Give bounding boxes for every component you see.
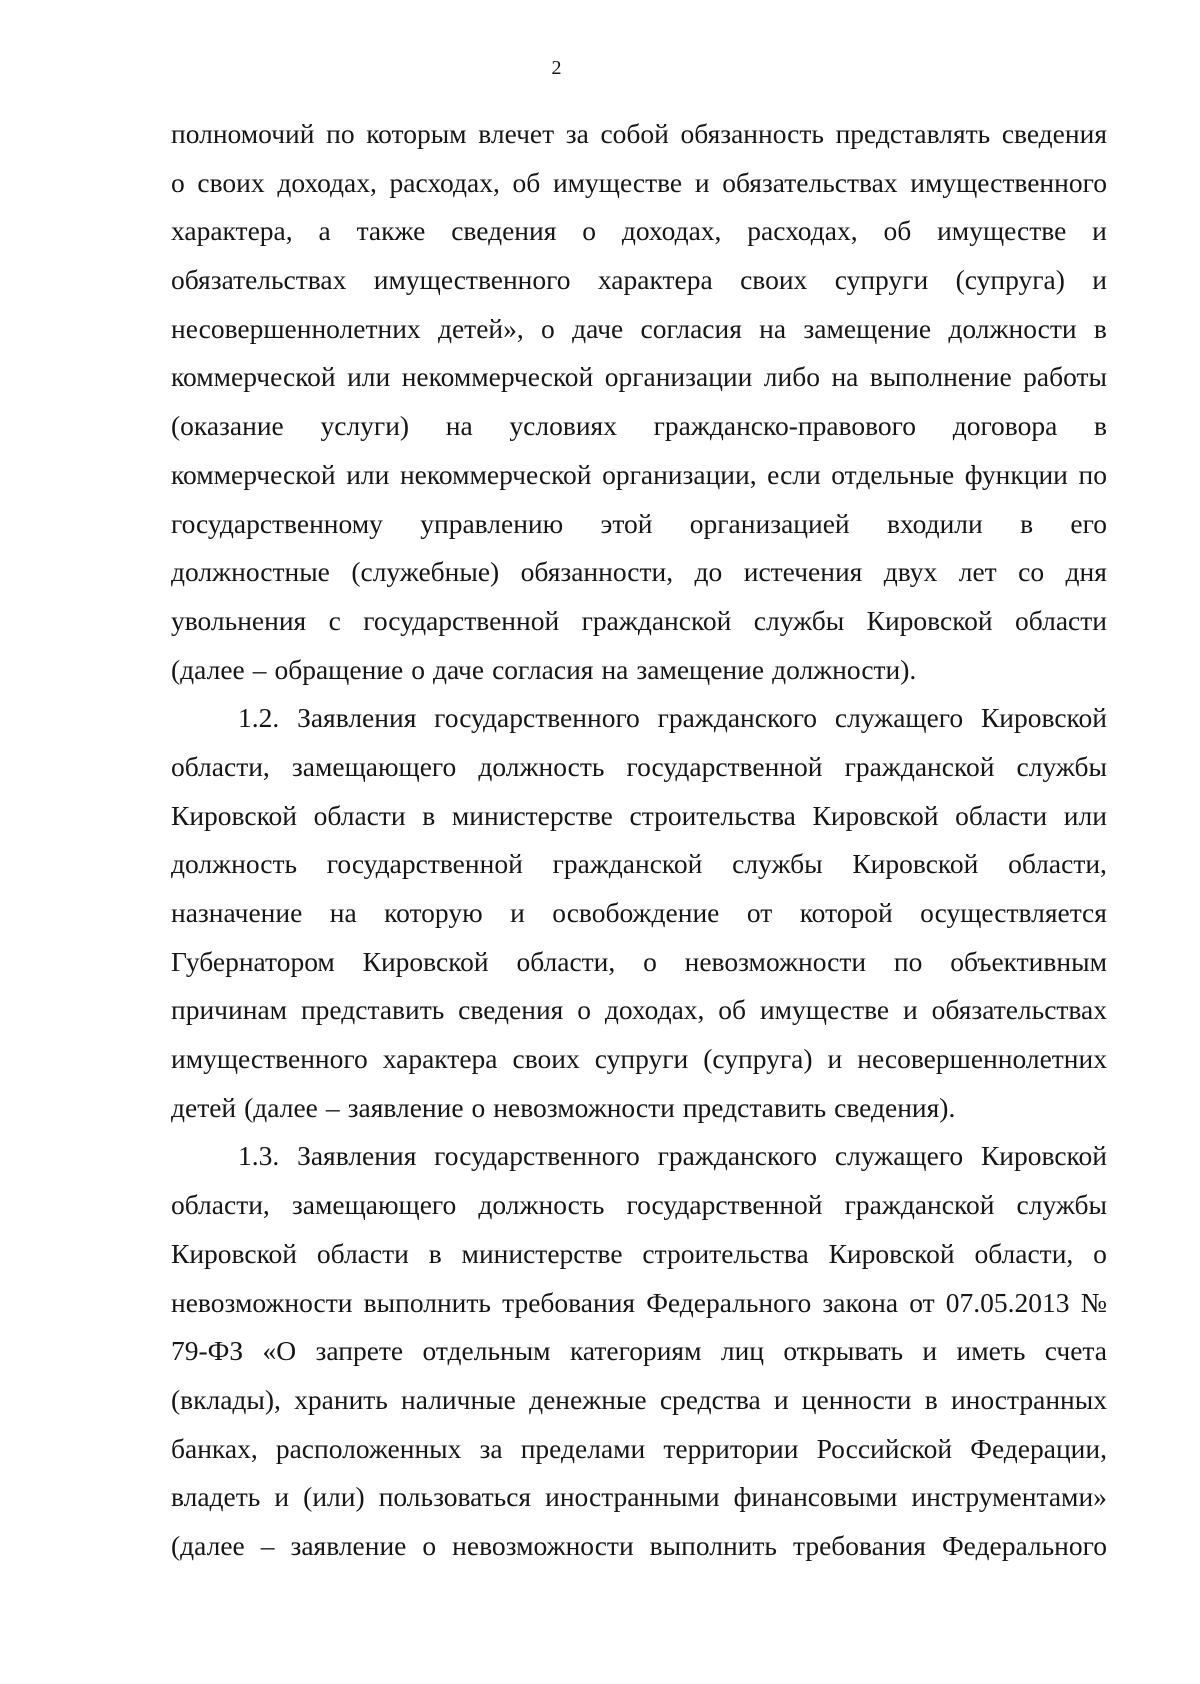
text-line: 1.3. Заявления государственного гражданского служащего Кировской — [238, 1140, 1107, 1172]
text-line: владеть и (или) пользоваться иностранными финансовыми инструментами» — [171, 1481, 1107, 1513]
text-line: о своих доходах, расходах, об имуществе и обязательствах имущественного — [171, 166, 1107, 198]
text-line: несовершеннолетних детей», о даче согласия на замещение должности в — [171, 312, 1107, 344]
text-line: Кировской области в министерстве строительства Кировской области или — [171, 799, 1107, 831]
text-line: детей (далее – заявление о невозможности представить сведения). — [171, 1091, 956, 1123]
text-line: имущественного характера своих супруги (супруга) и несовершеннолетних — [171, 1043, 1107, 1075]
text-line: 1.2. Заявления государственного гражданского служащего Кировской — [238, 702, 1107, 734]
document-body — [171, 110, 1107, 1571]
text-line: банках, расположенных за пределами территории Российской Федерации, — [171, 1432, 1107, 1464]
text-line: (далее – заявление о невозможности выполнить требования Федерального — [171, 1529, 1107, 1561]
text-line: области, замещающего должность государственной гражданской службы — [171, 750, 1107, 782]
text-line: (далее – обращение о даче согласия на замещение должности). — [171, 653, 917, 685]
paragraph-p3 — [171, 1132, 1107, 1570]
text-line: области, замещающего должность государственной гражданской службы — [171, 1189, 1107, 1221]
text-line: увольнения с государственной гражданской службы Кировской области — [171, 604, 1107, 636]
page-number: 2 — [551, 57, 562, 79]
text-line: коммерческой или некоммерческой организации либо на выполнение работы — [171, 361, 1107, 393]
text-line: государственному управлению этой организацией входили в его — [171, 507, 1107, 539]
text-line: должностные (служебные) обязанности, до истечения двух лет со дня — [171, 556, 1107, 588]
text-line: полномочий по которым влечет за собой обязанность представлять сведения — [171, 118, 1107, 149]
text-line: 79-ФЗ «О запрете отдельным категориям лиц открывать и иметь счета — [171, 1335, 1107, 1367]
text-line: причинам представить сведения о доходах, об имуществе и обязательствах — [171, 994, 1107, 1026]
text-line: (оказание услуги) на условиях гражданско-правового договора в — [171, 410, 1107, 442]
text-line: должность государственной гражданской службы Кировской области, — [171, 848, 1107, 880]
text-line: Кировской области в министерстве строительства Кировской области, о — [171, 1237, 1107, 1269]
text-line: характера, а также сведения о доходах, расходах, об имуществе и — [171, 215, 1107, 247]
text-line: коммерческой или некоммерческой организации, если отдельные функции по — [171, 458, 1107, 490]
text-line: обязательствах имущественного характера своих супруги (супруга) и — [171, 264, 1107, 296]
text-line: (вклады), хранить наличные денежные средства и ценности в иностранных — [171, 1383, 1107, 1415]
text-line: Губернатором Кировской области, о невозможности по объективным — [171, 945, 1107, 977]
paragraph-p1 — [171, 110, 1107, 694]
text-line: невозможности выполнить требования Федерального закона от 07.05.2013 № — [171, 1286, 1107, 1318]
paragraph-p2 — [171, 694, 1107, 1132]
text-line: назначение на которую и освобождение от которой осуществляется — [171, 897, 1107, 928]
